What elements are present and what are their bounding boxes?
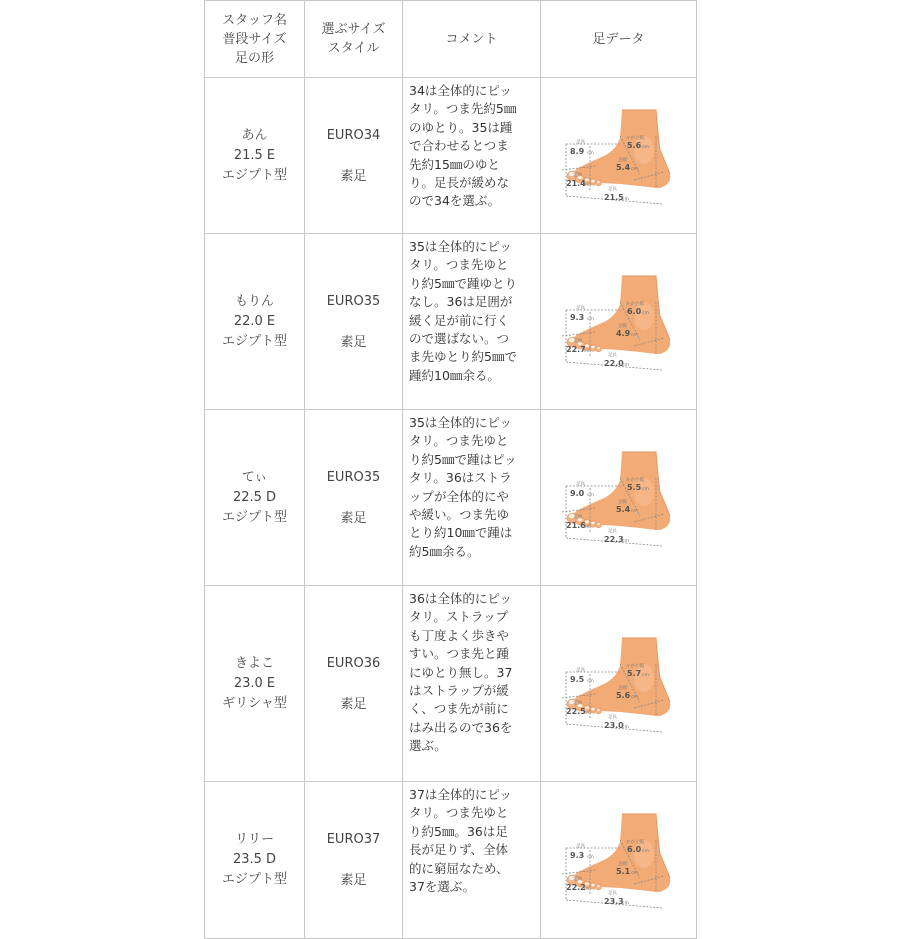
width-value: 5.1 [615, 867, 630, 876]
style-cell [305, 410, 403, 586]
girth-value: 22.2 [565, 883, 586, 892]
chosen-size: EURO37 [326, 832, 381, 847]
staff-name: あん [241, 127, 268, 143]
instep-height-label: 足高 [575, 481, 585, 487]
length-label: 足長 [607, 714, 617, 720]
heel-width-value: 5.5 [626, 482, 641, 492]
heel-width-value: 5.6 [626, 140, 641, 150]
unit-label: cm [630, 871, 638, 876]
foot-shape: エジプト型 [221, 872, 287, 887]
heel-width-value: 6.0 [626, 306, 641, 316]
foot-illustration [560, 448, 678, 548]
style-cell [305, 78, 403, 234]
unit-label: cm [586, 150, 594, 156]
style-cell [305, 586, 403, 782]
usual-size: 22.5 D [232, 489, 277, 505]
heel-width-label: かかと幅 [625, 135, 644, 141]
foot-illustration [560, 272, 678, 372]
usual-size: 23.5 D [232, 852, 277, 867]
instep-height-value: 9.3 [569, 312, 584, 322]
length-label: 足長 [607, 352, 617, 358]
width-label: 足幅 [617, 323, 627, 329]
heel-width-label: かかと幅 [625, 663, 644, 669]
unit-label: cm [621, 538, 629, 544]
foot-shape: エジプト型 [221, 509, 287, 525]
unit-label: cm [630, 694, 638, 700]
width-label: 足幅 [617, 685, 627, 691]
table-header-row [205, 1, 697, 78]
unit-label: cm [630, 332, 638, 338]
staff-name: きよこ [234, 655, 274, 671]
table-row [205, 78, 697, 234]
length-value: 23.3 [603, 897, 624, 906]
table-row [205, 410, 697, 586]
wearing-style: 素足 [340, 696, 367, 712]
heel-width-value: 6.0 [626, 845, 641, 854]
comment-cell: 34は全体的にピッ タリ。つま先約5㎜ のゆとり。35は踵 で合わせるとつま 先約15㎜のゆと り。足長が緩めな ので34を選ぶ。 [403, 78, 541, 234]
header-staff: スタッフ名 普段サイズ 足の形 [205, 1, 305, 78]
girth-label: 足囲 [572, 700, 582, 706]
style-cell [305, 234, 403, 410]
unit-label: cm [583, 348, 591, 354]
width-value: 4.9 [615, 328, 630, 338]
heel-width-label: かかと幅 [625, 477, 644, 483]
staff-name: てぃ [241, 469, 268, 485]
heel-width-label: かかと幅 [625, 301, 644, 307]
header-foot-data: 足データ [541, 1, 697, 78]
unit-label: cm [621, 196, 629, 202]
girth-value: 21.6 [565, 520, 586, 530]
header-comment: コメント [403, 1, 541, 78]
foot-shape: ギリシャ型 [222, 695, 287, 711]
foot-data-cell [541, 234, 697, 410]
girth-label: 足囲 [572, 338, 582, 344]
usual-size: 23.0 E [233, 675, 276, 691]
width-value: 5.6 [615, 690, 630, 700]
comment-cell: 35は全体的にピッ タリ。つま先ゆと り約5㎜で踵ゆとり なし。36は足囲が 緩く足が前に行く ので選ばない。つ ま先ゆとり約5㎜で 踵約10㎜余る。 [403, 234, 541, 410]
instep-height-value: 9.5 [569, 674, 584, 684]
foot-data-cell [541, 410, 697, 586]
unit-label: cm [621, 901, 629, 906]
width-value: 5.4 [615, 162, 630, 172]
length-value: 23.0 [603, 720, 624, 730]
unit-label: cm [621, 724, 629, 730]
wearing-style: 素足 [340, 334, 367, 350]
unit-label: cm [641, 310, 649, 316]
unit-label: cm [586, 678, 594, 684]
girth-label: 足囲 [572, 172, 582, 178]
unit-label: cm [583, 887, 591, 892]
wearing-style: 素足 [340, 168, 367, 184]
length-label: 足長 [607, 891, 617, 896]
length-value: 22.0 [603, 358, 624, 368]
unit-label: cm [641, 144, 649, 150]
instep-height-value: 9.0 [569, 488, 584, 498]
unit-label: cm [641, 672, 649, 678]
width-value: 5.4 [615, 504, 630, 514]
staff-cell [205, 782, 305, 939]
width-label: 足幅 [617, 157, 627, 163]
unit-label: cm [641, 849, 649, 854]
instep-height-label: 足高 [575, 139, 585, 145]
unit-label: cm [641, 486, 649, 492]
foot-illustration [560, 810, 678, 910]
foot-data-cell [541, 78, 697, 234]
girth-value: 21.4 [565, 178, 586, 188]
staff-cell [205, 234, 305, 410]
chosen-size: EURO35 [326, 469, 381, 485]
girth-label: 足囲 [572, 877, 582, 882]
foot-data-cell [541, 586, 697, 782]
girth-value: 22.5 [565, 706, 586, 716]
unit-label: cm [586, 492, 594, 498]
chosen-size: EURO34 [326, 127, 381, 143]
staff-name: リリー [234, 832, 274, 847]
unit-label: cm [583, 710, 591, 716]
length-label: 足長 [607, 528, 617, 534]
foot-illustration [560, 634, 678, 734]
length-value: 22.3 [603, 534, 624, 544]
unit-label: cm [630, 166, 638, 172]
instep-height-label: 足高 [575, 305, 585, 311]
table-row [205, 586, 697, 782]
width-label: 足幅 [617, 499, 627, 505]
unit-label: cm [621, 362, 629, 368]
unit-label: cm [583, 182, 591, 188]
instep-height-value: 9.3 [569, 851, 584, 860]
unit-label: cm [586, 316, 594, 322]
table-row [205, 782, 697, 939]
length-value: 21.5 [603, 192, 624, 202]
comment-cell: 35は全体的にピッ タリ。つま先ゆと り約5㎜で踵はピッ タリ。36はストラ ップが全体的にや や緩い。つま先ゆ とり約10㎜で踵は 約5㎜余る。 [403, 410, 541, 586]
table-row [205, 234, 697, 410]
usual-size: 21.5 E [233, 147, 276, 163]
staff-name: もりん [234, 293, 274, 309]
wearing-style: 素足 [340, 510, 367, 526]
foot-illustration [560, 106, 678, 206]
wearing-style: 素足 [340, 873, 367, 888]
unit-label: cm [586, 855, 594, 860]
girth-label: 足囲 [572, 514, 582, 520]
girth-value: 22.7 [565, 344, 586, 354]
instep-height-label: 足高 [575, 667, 585, 673]
comment-cell: 36は全体的にピッ タリ。ストラップ も丁度よく歩きや すい。つま先と踵 にゆとり無し。37 はストラップが緩 く、つま先が前に はみ出るので36を 選ぶ。 [403, 586, 541, 782]
foot-shape: エジプト型 [221, 333, 287, 349]
comment-cell: 37は全体的にピッ タリ。つま先ゆと り約5㎜。36は足 長が足りず、全体 的に窮屈なため、 37を選ぶ。 [403, 782, 541, 939]
heel-width-label: かかと幅 [625, 840, 644, 845]
width-label: 足幅 [617, 862, 627, 867]
style-cell [305, 782, 403, 939]
instep-height-value: 8.9 [569, 146, 584, 156]
instep-height-label: 足高 [575, 844, 585, 849]
staff-size-table [204, 0, 697, 939]
header-style: 選ぶサイズ スタイル [305, 1, 403, 78]
foot-shape: エジプト型 [221, 167, 287, 183]
unit-label: cm [583, 524, 591, 530]
usual-size: 22.0 E [233, 313, 276, 329]
foot-data-cell [541, 782, 697, 939]
length-label: 足長 [607, 186, 617, 192]
chosen-size: EURO35 [326, 293, 381, 309]
staff-cell [205, 586, 305, 782]
staff-cell [205, 78, 305, 234]
unit-label: cm [630, 508, 638, 514]
heel-width-value: 5.7 [626, 668, 641, 678]
staff-cell [205, 410, 305, 586]
chosen-size: EURO36 [326, 655, 381, 671]
